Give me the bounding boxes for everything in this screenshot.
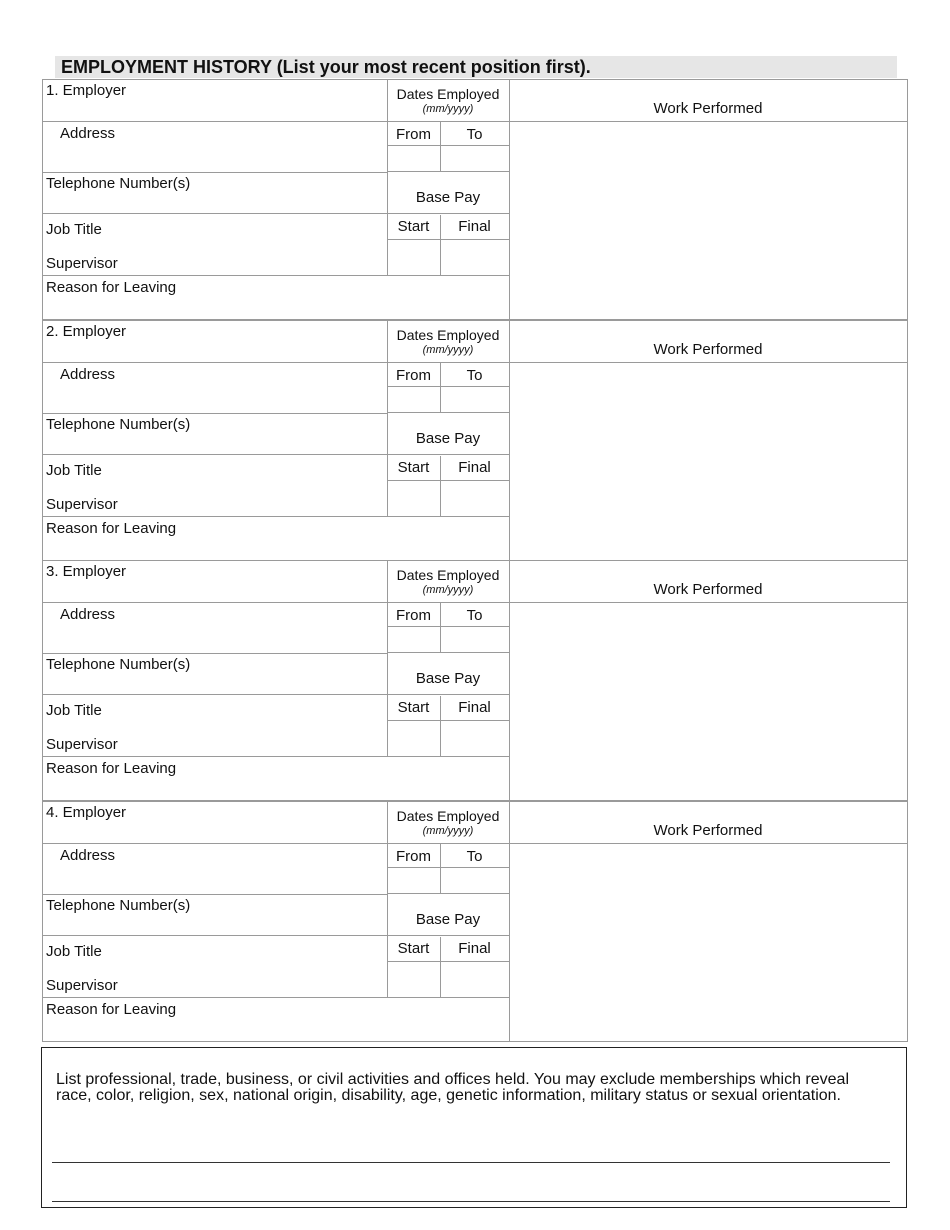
- work-performed-label: Work Performed: [653, 581, 763, 598]
- start-pay-field[interactable]: [388, 481, 440, 516]
- dates-employed-label: Dates Employed: [396, 567, 500, 583]
- job-title-label: Job Title: [46, 221, 102, 238]
- supervisor-field[interactable]: [43, 256, 387, 275]
- base-pay-label: Base Pay: [415, 430, 481, 447]
- job-title-field[interactable]: [43, 961, 387, 975]
- from-label: From: [396, 607, 431, 624]
- address-label: Address: [60, 366, 116, 383]
- base-pay-label: Base Pay: [415, 189, 481, 206]
- employer-label: 1. Employer: [46, 82, 127, 99]
- telephone-label: Telephone Number(s): [46, 656, 191, 673]
- employer-name-field[interactable]: [43, 578, 387, 602]
- dates-employed-label: Dates Employed: [396, 808, 500, 824]
- table-rule: [42, 560, 908, 561]
- table-rule: [42, 801, 908, 802]
- final-pay-field[interactable]: [441, 481, 509, 516]
- reason-for-leaving-field[interactable]: [43, 297, 509, 319]
- table-rule: [42, 1041, 908, 1042]
- table-rule: [42, 413, 387, 414]
- final-pay-label: Final: [458, 459, 491, 476]
- from-label: From: [396, 367, 431, 384]
- reason-for-leaving-label: Reason for Leaving: [46, 1001, 177, 1018]
- table-rule: [387, 171, 509, 172]
- base-pay-label: Base Pay: [415, 911, 481, 928]
- final-pay-label: Final: [458, 699, 491, 716]
- table-rule: [42, 894, 387, 895]
- start-pay-field[interactable]: [388, 240, 440, 275]
- from-label: From: [396, 126, 431, 143]
- employer-name-field[interactable]: [43, 97, 387, 121]
- table-rule: [42, 213, 509, 214]
- employer-name-field[interactable]: [43, 819, 387, 843]
- to-label: To: [466, 607, 483, 624]
- address-label: Address: [60, 125, 116, 142]
- table-rule: [42, 454, 509, 455]
- work-performed-label: Work Performed: [653, 100, 763, 117]
- activities-section: [41, 1047, 907, 1208]
- table-rule: [907, 320, 908, 561]
- date-from-field[interactable]: [388, 387, 440, 412]
- start-pay-label: Start: [397, 699, 430, 716]
- work-performed-field[interactable]: [510, 603, 907, 800]
- dates-employed-label: Dates Employed: [396, 327, 500, 343]
- telephone-label: Telephone Number(s): [46, 416, 191, 433]
- job-title-field[interactable]: [43, 239, 387, 253]
- table-rule: [387, 893, 509, 894]
- final-pay-field[interactable]: [441, 240, 509, 275]
- table-rule: [42, 756, 509, 757]
- telephone-field[interactable]: [43, 915, 387, 935]
- date-format-hint: (mm/yyyy): [422, 825, 474, 837]
- telephone-label: Telephone Number(s): [46, 175, 191, 192]
- employer-block-2: [42, 320, 908, 561]
- table-rule: [387, 412, 509, 413]
- start-pay-label: Start: [397, 940, 430, 957]
- supervisor-label: Supervisor: [46, 736, 118, 753]
- employer-name-field[interactable]: [43, 338, 387, 362]
- job-title-label: Job Title: [46, 943, 102, 960]
- start-pay-field[interactable]: [388, 721, 440, 756]
- final-pay-field[interactable]: [441, 721, 509, 756]
- table-rule: [387, 652, 509, 653]
- supervisor-label: Supervisor: [46, 977, 118, 994]
- date-to-field[interactable]: [441, 387, 509, 412]
- to-label: To: [466, 848, 483, 865]
- reason-for-leaving-field[interactable]: [43, 1019, 509, 1041]
- telephone-field[interactable]: [43, 193, 387, 213]
- final-pay-label: Final: [458, 940, 491, 957]
- job-title-field[interactable]: [43, 720, 387, 734]
- activities-answer-line-2[interactable]: [52, 1201, 890, 1202]
- final-pay-field[interactable]: [441, 962, 509, 997]
- date-format-hint: (mm/yyyy): [422, 584, 474, 596]
- telephone-field[interactable]: [43, 674, 387, 694]
- supervisor-field[interactable]: [43, 737, 387, 756]
- start-pay-field[interactable]: [388, 962, 440, 997]
- table-rule: [42, 653, 387, 654]
- address-label: Address: [60, 847, 116, 864]
- activities-instructions: List professional, trade, business, or civil activities and offices held. You may exclude memberships which reveal race, color, religion, sex, national origin, disability, age, genetic information, military status or sexual orientation.: [56, 1071, 849, 1104]
- from-label: From: [396, 848, 431, 865]
- employer-block-3: [42, 560, 908, 801]
- table-rule: [42, 516, 509, 517]
- table-rule: [42, 275, 509, 276]
- telephone-field[interactable]: [43, 434, 387, 454]
- work-performed-label: Work Performed: [653, 341, 763, 358]
- date-format-hint: (mm/yyyy): [422, 103, 474, 115]
- work-performed-label: Work Performed: [653, 822, 763, 839]
- employer-label: 2. Employer: [46, 323, 127, 340]
- supervisor-label: Supervisor: [46, 255, 118, 272]
- activities-answer-line-1[interactable]: [52, 1162, 890, 1163]
- reason-for-leaving-field[interactable]: [43, 538, 509, 560]
- reason-for-leaving-label: Reason for Leaving: [46, 760, 177, 777]
- table-rule: [907, 560, 908, 801]
- address-field[interactable]: [43, 143, 387, 172]
- address-label: Address: [60, 606, 116, 623]
- table-rule: [42, 172, 387, 173]
- table-rule: [42, 997, 509, 998]
- employer-label: 4. Employer: [46, 804, 127, 821]
- to-label: To: [466, 367, 483, 384]
- employer-label: 3. Employer: [46, 563, 127, 580]
- date-from-field[interactable]: [388, 627, 440, 652]
- work-performed-field[interactable]: [510, 363, 907, 560]
- table-rule: [907, 79, 908, 320]
- employer-block-4: [42, 801, 908, 1042]
- supervisor-field[interactable]: [43, 497, 387, 516]
- table-rule: [42, 79, 908, 80]
- address-field[interactable]: [43, 865, 387, 894]
- start-pay-label: Start: [397, 459, 430, 476]
- to-label: To: [466, 126, 483, 143]
- date-to-field[interactable]: [441, 868, 509, 893]
- employer-block-1: [42, 79, 908, 320]
- telephone-label: Telephone Number(s): [46, 897, 191, 914]
- reason-for-leaving-label: Reason for Leaving: [46, 520, 177, 537]
- start-pay-label: Start: [397, 218, 430, 235]
- supervisor-field[interactable]: [43, 978, 387, 997]
- date-from-field[interactable]: [388, 868, 440, 893]
- job-title-field[interactable]: [43, 480, 387, 494]
- table-rule: [42, 694, 509, 695]
- job-title-label: Job Title: [46, 702, 102, 719]
- date-to-field[interactable]: [441, 146, 509, 171]
- supervisor-label: Supervisor: [46, 496, 118, 513]
- work-performed-field[interactable]: [510, 844, 907, 1041]
- date-from-field[interactable]: [388, 146, 440, 171]
- reason-for-leaving-label: Reason for Leaving: [46, 279, 177, 296]
- address-field[interactable]: [43, 384, 387, 413]
- reason-for-leaving-field[interactable]: [43, 778, 509, 800]
- section-title: EMPLOYMENT HISTORY (List your most recent position first).: [61, 57, 591, 77]
- final-pay-label: Final: [458, 218, 491, 235]
- dates-employed-label: Dates Employed: [396, 86, 500, 102]
- job-title-label: Job Title: [46, 462, 102, 479]
- table-rule: [42, 935, 509, 936]
- table-rule: [42, 320, 908, 321]
- date-to-field[interactable]: [441, 627, 509, 652]
- base-pay-label: Base Pay: [415, 670, 481, 687]
- table-rule: [907, 801, 908, 1042]
- address-field[interactable]: [43, 624, 387, 653]
- date-format-hint: (mm/yyyy): [422, 344, 474, 356]
- work-performed-field[interactable]: [510, 122, 907, 319]
